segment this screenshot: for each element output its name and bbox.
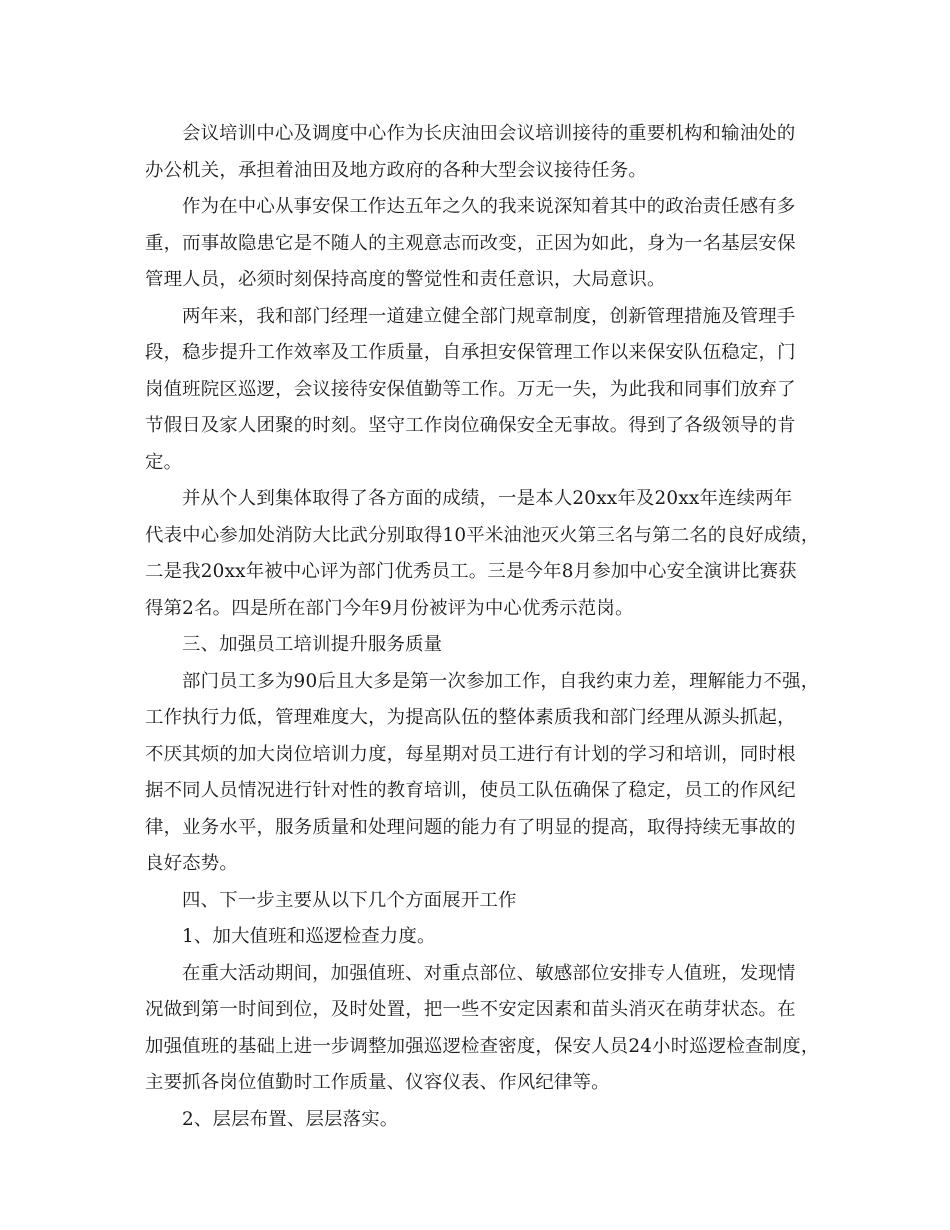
text-line: 部门员工多为90后且大多是第一次参加工作，自我约束力差，理解能力不强，	[182, 670, 820, 692]
text-line: 岗值班院区巡逻，会议接待安保值勤等工作。万无一失，为此我和同事们放弃了	[145, 378, 796, 400]
text-line: 会议培训中心及调度中心作为长庆油田会议培训接待的重要机构和输油处的	[182, 123, 796, 144]
text-line: 代表中心参加处消防大比武分别取得10平米油池灭火第三名与第二名的良好成绩，	[145, 524, 820, 546]
text-line: 定。	[145, 451, 183, 473]
document-body	[145, 116, 820, 1138]
text-line: 得第2名。四是所在部门今年9月份被评为中心优秀示范岗。	[145, 597, 634, 619]
text-line: 况做到第一时间到位，及时处置，把一些不安定因素和苗头消灭在萌芽状态。在	[145, 999, 796, 1020]
text-line: 三、加强员工培训提升服务质量	[182, 634, 443, 655]
text-line: 两年来，我和部门经理一道建立健全部门规章制度，创新管理措施及管理手	[182, 305, 796, 327]
text-line: 在重大活动期间，加强值班、对重点部位、敏感部位安排专人值班，发现情	[182, 962, 796, 984]
text-line: 二是我20xx年被中心评为部门优秀员工。三是今年8月参加中心安全演讲比赛获	[145, 561, 797, 582]
text-line: 管理人员，必须时刻保持高度的警觉性和责任意识，大局意识。	[145, 269, 666, 290]
text-line: 不厌其烦的加大岗位培训力度，每星期对员工进行有计划的学习和培训，同时根	[145, 743, 796, 765]
text-line: 加强值班的基础上进一步调整加强巡逻检查密度，保安人员24小时巡逻检查制度，	[145, 1035, 820, 1057]
text-line: 律，业务水平，服务质量和处理问题的能力有了明显的提高，取得持续无事故的	[145, 816, 796, 838]
text-line: 据不同人员情况进行针对性的教育培训，使员工队伍确保了稳定，员工的作风纪	[145, 780, 796, 801]
text-line: 工作执行力低，管理难度大，为提高队伍的整体素质我和部门经理从源头抓起，	[145, 707, 796, 728]
text-line: 主要抓各岗位值勤时工作质量、仪容仪表、作风纪律等。	[145, 1072, 610, 1093]
text-line: 四、下一步主要从以下几个方面展开工作	[182, 889, 517, 911]
text-line: 2、层层布置、层层落实。	[182, 1108, 399, 1130]
text-line: 节假日及家人团聚的时刻。坚守工作岗位确保安全无事故。得到了各级领导的肯	[145, 415, 796, 436]
text-line: 并从个人到集体取得了各方面的成绩，一是本人20xx年及20xx年连续两年	[182, 488, 793, 509]
text-line: 良好态势。	[145, 853, 238, 874]
text-line: 1、加大值班和巡逻检查力度。	[182, 926, 436, 947]
text-line: 重，而事故隐患它是不随人的主观意志而改变，正因为如此，身为一名基层安保	[145, 232, 796, 254]
text-line: 办公机关，承担着油田及地方政府的各种大型会议接待任务。	[145, 159, 647, 181]
text-line: 作为在中心从事安保工作达五年之久的我来说深知着其中的政治责任感有多	[182, 196, 796, 217]
text-line: 段，稳步提升工作效率及工作质量，自承担安保管理工作以来保安队伍稳定，门	[145, 342, 796, 363]
